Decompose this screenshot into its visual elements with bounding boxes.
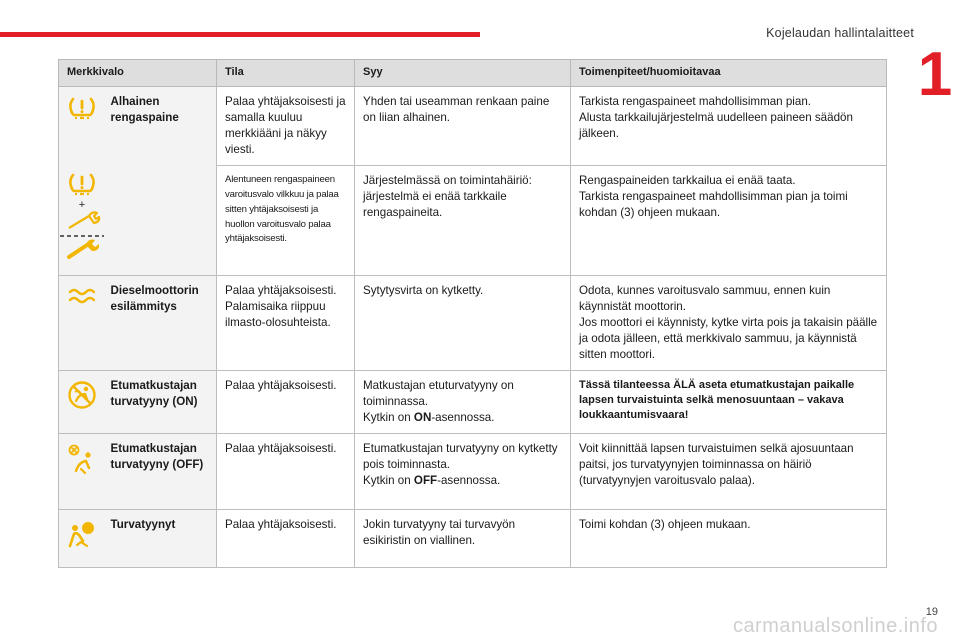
passenger-airbag-on-icon [67,380,97,410]
column-header-warning-light: Merkkivalo [59,60,217,87]
header-accent-bar [0,32,480,37]
warning-light-name: Alhainen rengaspaine [105,87,217,166]
icon-cell [59,370,105,433]
status-cell: Palaa yhtäjaksoisesti ja samalla kuuluu merkkiääni ja näkyy viesti. [217,87,355,166]
column-header-status: Tila [217,60,355,87]
cause-cell: Jokin turvatyyny tai turvavyön esikiristin on viallinen. [355,509,571,567]
switch-position: ON [413,410,432,424]
table-row [59,370,887,433]
cause-cell: Järjestelmässä on toimintahäiriö: järjestelmä ei enää tarkkaile rengaspaineita. [355,165,571,275]
warning-light-name: Turvatyynyt [105,509,217,567]
plus-sign: + [78,199,86,212]
action-cell: Voit kiinnittää lapsen turvaistuimen selkä ajosuuntaan paitsi, jos turvatyynyjen toiminnassa on häiriö (turvatyynyjen varoitusvalo palaa). [571,433,887,509]
cause-cell [355,370,571,433]
cause-text: Etumatkustajan turvatyyny on kytketty pois toiminnasta. Kytkin on [363,441,558,487]
table-header-row [59,60,887,87]
icon-cell [59,165,105,275]
icon-cell [59,87,105,166]
cause-cell: Sytytysvirta on kytketty. [355,275,571,370]
passenger-airbag-off-icon [67,443,97,475]
airbag-warning-icon [67,519,97,549]
section-title: Kojelaudan hallintalaitteet [766,26,914,40]
status-cell: Alentuneen rengaspaineen varoitusvalo vilkkuu ja palaa sitten yhtäjaksoisesti ja huollon varoitusvalo palaa yhtäjaksoisesti. [217,165,355,275]
action-cell: Toimi kohdan (3) ohjeen mukaan. [571,509,887,567]
icon-cell [59,275,105,370]
icon-cell [59,509,105,567]
table-row [59,509,887,567]
page-number: 19 [925,606,938,618]
warning-lights-table [58,59,887,568]
table-row [59,275,887,370]
tyre-pressure-warning-icon [67,95,97,121]
watermark: carmanualsonline.info [732,615,938,637]
icon-cell [59,433,105,509]
glow-plug-icon [67,286,97,306]
cause-cell [355,433,571,509]
status-cell: Palaa yhtäjaksoisesti. [217,370,355,433]
cause-text-end: -asennossa. [437,473,501,487]
action-cell: Tarkista rengaspaineet mahdollisimman pian. Alusta tarkkailujärjestelmä uudelleen paineen säädön jälkeen. [571,87,887,166]
status-cell: Palaa yhtäjaksoisesti. [217,509,355,567]
column-header-action: Toimenpiteet/huomioitavaa [571,60,887,87]
tyre-pressure-service-icon [59,171,105,267]
cause-text-end: -asennossa. [431,410,495,424]
column-header-cause: Syy [355,60,571,87]
chapter-number: 1 [917,40,953,109]
warning-light-name-empty [105,165,217,275]
action-cell [571,370,887,433]
table-row [59,87,887,166]
status-cell: Palaa yhtäjaksoisesti. Palamisaika riippuu ilmasto-olosuhteista. [217,275,355,370]
action-cell: Rengaspaineiden tarkkailua ei enää taata. Tarkista rengaspaineet mahdollisimman pian ja toimi kohdan (3) ohjeen mukaan. [571,165,887,275]
table-row [59,165,887,275]
warning-light-name: Etumatkustajan turvatyyny (OFF) [105,433,217,509]
table-row [59,433,887,509]
danger-warning: Tässä tilanteessa ÄLÄ aseta etumatkustajan paikalle lapsen turvaistuinta selkä menosuuntaan – vakava loukkaantumisvaara! [579,378,855,422]
warning-light-name: Etumatkustajan turvatyyny (ON) [105,370,217,433]
cause-text: Matkustajan etuturvatyyny on toiminnassa. Kytkin on [363,378,514,424]
cause-cell: Yhden tai useamman renkaan paine on liian alhainen. [355,87,571,166]
status-cell: Palaa yhtäjaksoisesti. [217,433,355,509]
warning-light-name: Dieselmoottorin esilämmitys [105,275,217,370]
action-cell: Odota, kunnes varoitusvalo sammuu, ennen kuin käynnistät moottorin. Jos moottori ei käynnisty, kytke virta pois ja takaisin päälle ja odota jälleen, että merkkivalo sammuu, ja käynnistä sitten moottori. [571,275,887,370]
switch-position: OFF [413,473,438,487]
